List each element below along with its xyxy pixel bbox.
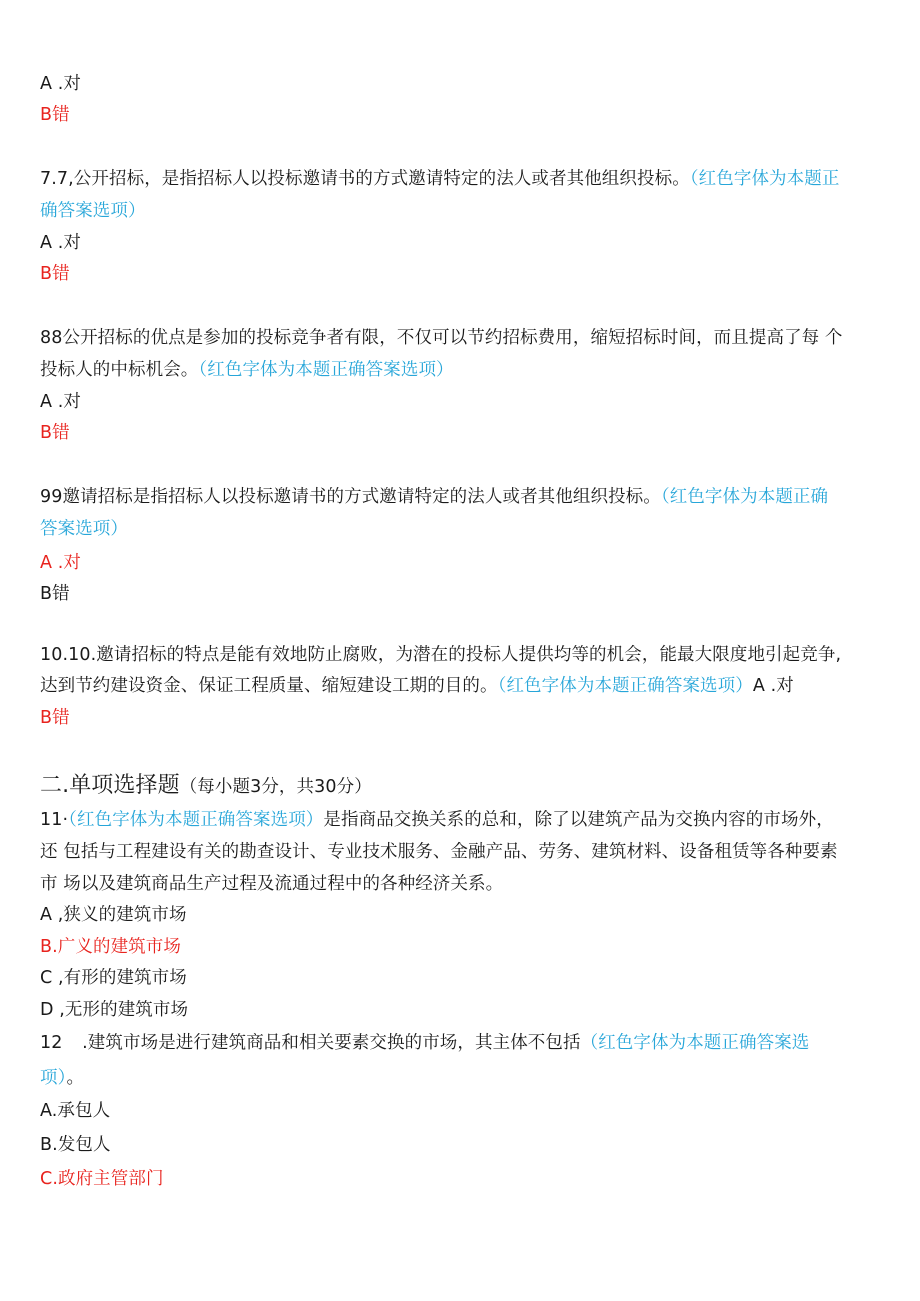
q7-stem-text: 7.7,公开招标，是指招标人以投标邀请书的方式邀请特定的法人或者其他组织投标。 (40, 169, 690, 189)
q12-stem-cont (40, 1065, 84, 1091)
q11-option-c: C ,有形的建筑市场 (40, 968, 187, 988)
q11-stem (40, 807, 834, 833)
q10-option-b-correct: B错 (40, 708, 70, 728)
q10-stem-cont (40, 673, 794, 699)
q7-hint-cont: 确答案选项） (40, 201, 146, 221)
q10-stem-text: 达到节约建设资金、保证工程质量、缩短建设工期的目的。 (40, 676, 498, 696)
q12-hint-cont: 项） (40, 1068, 67, 1088)
q11-hint: （红色字体为本题正确答案选项） (68, 810, 324, 830)
q9-stem-text: 99邀请招标是指招标人以投标邀请书的方式邀请特定的法人或者其他组织投标。 (40, 487, 661, 507)
q12-option-a: A.承包人 (40, 1101, 111, 1121)
q8-stem-cont (40, 357, 454, 383)
q6-option-a: A .对 (40, 74, 81, 94)
q12-option-c-correct: C.政府主管部门 (40, 1169, 164, 1189)
section-score-note: （每小题3分，共30分） (179, 777, 372, 797)
q12-number: 12 (40, 1033, 63, 1053)
q11-option-a: A ,狭义的建筑市场 (40, 905, 187, 925)
q12-stem-end: 。 (66, 1068, 85, 1088)
q12-option-b: B.发包人 (40, 1135, 111, 1155)
q9-option-b: B错 (40, 584, 70, 604)
q8-option-a: A .对 (40, 392, 81, 412)
q9-option-a-correct: A .对 (40, 553, 81, 573)
q11-stem-cont-1: 还 包括与工程建设有关的勘查设计、专业技术服务、金融产品、劳务、建筑材料、设备租赁等各种要素 (40, 842, 838, 862)
q12-stem-text: .建筑市场是进行建筑商品和相关要素交换的市场，其主体不包括 (76, 1033, 581, 1053)
q7-option-b-correct: B错 (40, 264, 70, 284)
q11-number: 11· (40, 810, 69, 830)
q7-option-a: A .对 (40, 233, 81, 253)
q10-hint: （红色字体为本题正确答案选项） (497, 676, 753, 696)
q8-stem: 88公开招标的优点是参加的投标竞争者有限，不仅可以节约招标费用，缩短招标时间，而且提高了每 个 (40, 328, 843, 348)
q8-option-b-correct: B错 (40, 423, 70, 443)
q6-option-b-correct: B错 (40, 105, 70, 125)
q11-stem-text: 是指商品交换关系的总和，除了以建筑产品为交换内容的市场外， (323, 810, 834, 830)
section-heading (40, 771, 372, 802)
q7-hint: （红色字体为本题正 (689, 169, 840, 189)
q10-option-a: A .对 (752, 676, 794, 696)
q10-stem: 10.10.邀请招标的特点是能有效地防止腐败，为潜在的投标人提供均等的机会，能最大限度地引起竞争, (40, 645, 842, 665)
q12-hint: （红色字体为本题正确答案选 (580, 1033, 810, 1053)
q11-option-d: D ,无形的建筑市场 (40, 1000, 189, 1020)
q11-stem-cont-2: 市 场以及建筑商品生产过程及流通过程中的各种经济关系。 (40, 874, 504, 894)
section-title: 二.单项选择题 (40, 773, 180, 798)
q12-stem (40, 1030, 809, 1056)
q9-hint-cont: 答案选项） (40, 519, 128, 539)
q9-stem (40, 484, 828, 510)
q11-option-b-correct: B.广义的建筑市场 (40, 937, 181, 957)
q9-hint: （红色字体为本题正确 (660, 487, 829, 507)
q8-hint: （红色字体为本题正确答案选项） (198, 360, 454, 380)
q8-stem-text: 投标人的中标机会。 (40, 360, 199, 380)
q7-stem (40, 166, 839, 192)
